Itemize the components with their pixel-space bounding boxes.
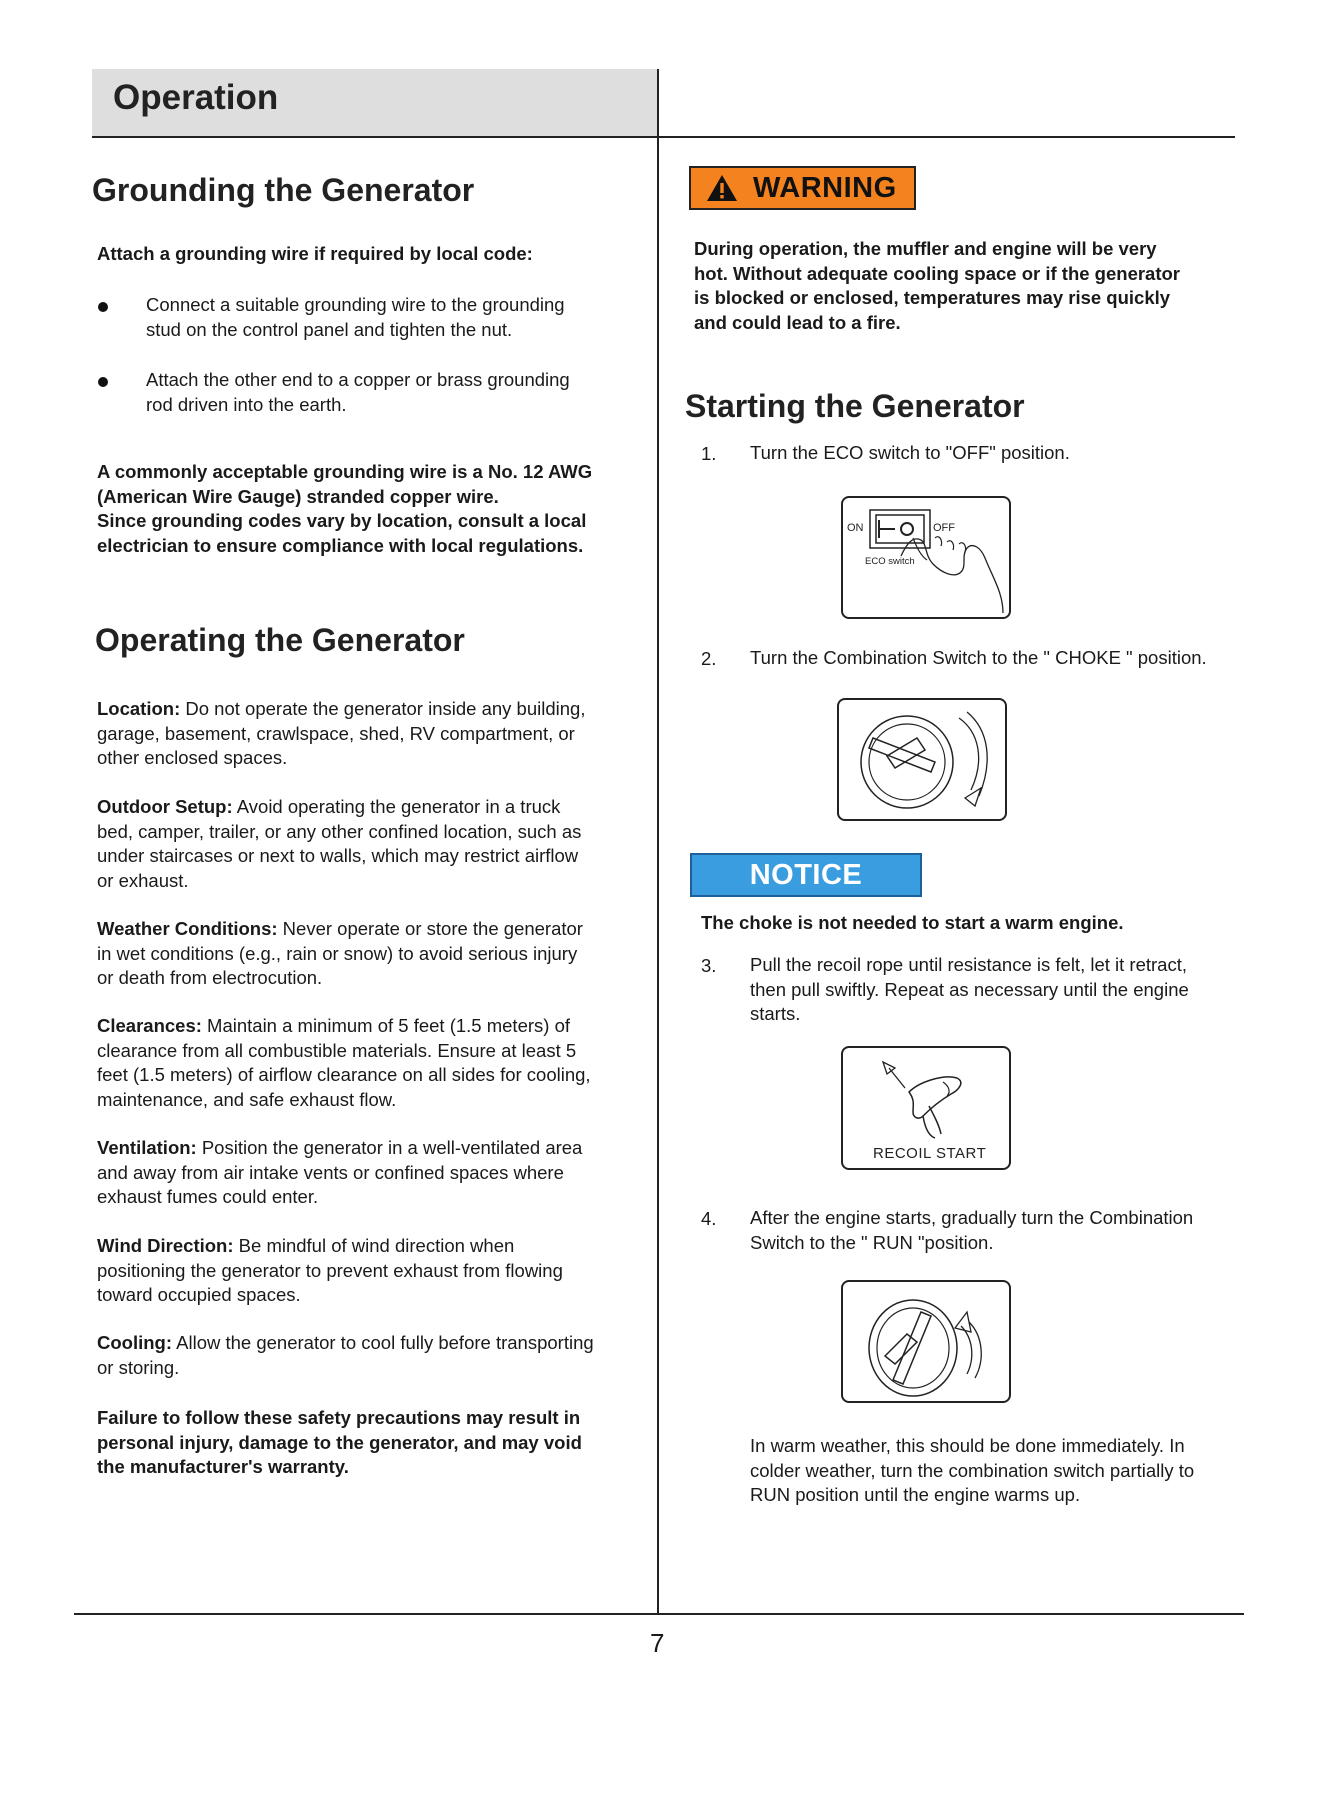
footer-rule xyxy=(74,1613,1244,1615)
warning-line: Failure to follow these safety precautions may result in xyxy=(97,1407,581,1428)
para-line: Be mindful of wind direction when xyxy=(233,1235,515,1256)
grounding-note xyxy=(97,460,592,558)
warning-label: WARNING xyxy=(753,171,897,204)
notice-label: NOTICE xyxy=(749,858,863,891)
warning-text-line: hot. Without adequate cooling space or if the generator xyxy=(694,262,1181,284)
bullet-line: stud on the control panel and tighten the nut. xyxy=(146,318,513,340)
eco-off-label: OFF xyxy=(933,522,955,534)
step-3-text xyxy=(750,953,1189,1027)
header-rule xyxy=(92,136,1235,138)
clearances-paragraph xyxy=(97,1014,591,1112)
ventilation-paragraph xyxy=(97,1136,582,1210)
warning-text-line: During operation, the muffler and engine will be very xyxy=(694,238,1157,259)
note-line: In warm weather, this should be done immediately. In xyxy=(750,1435,1185,1456)
para-line: feet (1.5 meters) of airflow clearance on all sides for cooling, xyxy=(97,1064,591,1085)
note-line: colder weather, turn the combination switch partially to xyxy=(750,1459,1195,1481)
para-line: maintenance, and safe exhaust flow. xyxy=(97,1088,397,1110)
grounding-bullet-1 xyxy=(146,293,565,342)
bullet-line: Connect a suitable grounding wire to the grounding xyxy=(146,294,565,315)
step-2-text: Turn the Combination Switch to the " CHOKE " position. xyxy=(750,647,1207,668)
warning-line: the manufacturer's warranty. xyxy=(97,1456,349,1477)
step-number: 4. xyxy=(701,1208,717,1229)
wind-direction-paragraph xyxy=(97,1234,563,1308)
weather-paragraph xyxy=(97,917,583,991)
para-line: exhaust fumes could enter. xyxy=(97,1186,319,1207)
location-paragraph xyxy=(97,697,585,771)
para-line: Do not operate the generator inside any building, xyxy=(180,698,586,719)
para-line: clearance from all combustible materials. Ensure at least 5 xyxy=(97,1039,577,1061)
eco-switch-figure xyxy=(841,496,1011,619)
step-line: After the engine starts, gradually turn the Combination xyxy=(750,1207,1194,1228)
para-line: Allow the generator to cool fully before transporting xyxy=(172,1332,594,1353)
grounding-title: Grounding the Generator xyxy=(92,172,475,208)
note-line: (American Wire Gauge) stranded copper wire. xyxy=(97,485,499,507)
warning-line: personal injury, damage to the generator, and may void xyxy=(97,1431,582,1453)
para-label: Location: xyxy=(97,698,181,719)
bullet-line: rod driven into the earth. xyxy=(146,393,347,415)
section-header-title: Operation xyxy=(113,78,279,117)
warning-text-line: is blocked or enclosed, temperatures may rise quickly xyxy=(694,287,1171,308)
starting-title: Starting the Generator xyxy=(685,388,1025,424)
step-line: Switch to the " RUN "position. xyxy=(750,1231,994,1253)
para-line: Maintain a minimum of 5 feet (1.5 meters) of xyxy=(201,1015,570,1036)
para-line: garage, basement, crawlspace, shed, RV compartment, or xyxy=(97,722,575,744)
choke-switch-figure xyxy=(837,698,1007,821)
note-line: Since grounding codes vary by location, consult a local xyxy=(97,510,587,531)
para-line: or exhaust. xyxy=(97,869,189,891)
outdoor-setup-paragraph xyxy=(97,795,581,893)
warning-triangle-icon xyxy=(705,173,739,203)
para-label: Weather Conditions: xyxy=(97,918,278,939)
step-line: starts. xyxy=(750,1003,801,1024)
para-line: positioning the generator to prevent exhaust from flowing xyxy=(97,1259,563,1281)
failure-warning xyxy=(97,1406,582,1480)
para-label: Ventilation: xyxy=(97,1137,197,1158)
para-line: toward occupied spaces. xyxy=(97,1284,301,1305)
bullet-dot xyxy=(98,302,108,312)
para-line: bed, camper, trailer, or any other confined location, such as xyxy=(97,820,582,842)
para-line: Avoid operating the generator in a truck xyxy=(232,796,561,817)
para-line: Never operate or store the generator xyxy=(277,918,583,939)
step-line: then pull swiftly. Repeat as necessary until the engine xyxy=(750,978,1189,1000)
para-line: in wet conditions (e.g., rain or snow) to avoid serious injury xyxy=(97,942,578,964)
step-number: 3. xyxy=(701,955,717,976)
para-line: or death from electrocution. xyxy=(97,967,323,988)
eco-caption: ECO switch xyxy=(865,556,915,567)
para-line: under staircases or next to walls, which may restrict airflow xyxy=(97,845,579,866)
cooling-paragraph xyxy=(97,1331,594,1380)
para-label: Outdoor Setup: xyxy=(97,796,233,817)
note-line: A commonly acceptable grounding wire is a No. 12 AWG xyxy=(97,461,593,482)
grounding-intro: Attach a grounding wire if required by local code: xyxy=(97,243,533,264)
notice-text: The choke is not needed to start a warm engine. xyxy=(701,912,1124,933)
step-number: 1. xyxy=(701,443,717,464)
recoil-caption: RECOIL START xyxy=(873,1145,987,1162)
page-number: 7 xyxy=(650,1628,665,1658)
step-number: 2. xyxy=(701,648,717,669)
warning-banner xyxy=(689,166,916,210)
step-line: Pull the recoil rope until resistance is felt, let it retract, xyxy=(750,954,1187,975)
note-line: RUN position until the engine warms up. xyxy=(750,1484,1081,1505)
operating-title: Operating the Generator xyxy=(95,622,465,658)
bullet-dot xyxy=(98,377,108,387)
note-line: electrician to ensure compliance with local regulations. xyxy=(97,534,584,556)
step-4-text xyxy=(750,1206,1193,1255)
para-label: Cooling: xyxy=(97,1332,173,1353)
para-label: Clearances: xyxy=(97,1015,202,1036)
column-divider xyxy=(657,69,659,1615)
warning-text-line: and could lead to a fire. xyxy=(694,311,901,333)
recoil-start-figure xyxy=(841,1046,1011,1170)
choke-knob-illustration xyxy=(839,700,1009,823)
para-line: Position the generator in a well-ventilated area xyxy=(196,1137,583,1158)
eco-on-label: ON xyxy=(847,522,864,534)
bullet-line: Attach the other end to a copper or brass grounding xyxy=(146,369,570,390)
para-line: and away from air intake vents or confined spaces where xyxy=(97,1161,564,1183)
para-label: Wind Direction: xyxy=(97,1235,234,1256)
para-line: other enclosed spaces. xyxy=(97,747,288,768)
run-switch-figure xyxy=(841,1280,1011,1403)
warning-text-block xyxy=(694,237,1180,335)
grounding-bullet-2 xyxy=(146,368,570,417)
run-knob-illustration xyxy=(843,1282,1013,1405)
after-start-note xyxy=(750,1434,1194,1508)
notice-banner xyxy=(690,853,922,897)
step-1-text: Turn the ECO switch to "OFF" position. xyxy=(750,442,1070,463)
para-line: or storing. xyxy=(97,1356,180,1378)
